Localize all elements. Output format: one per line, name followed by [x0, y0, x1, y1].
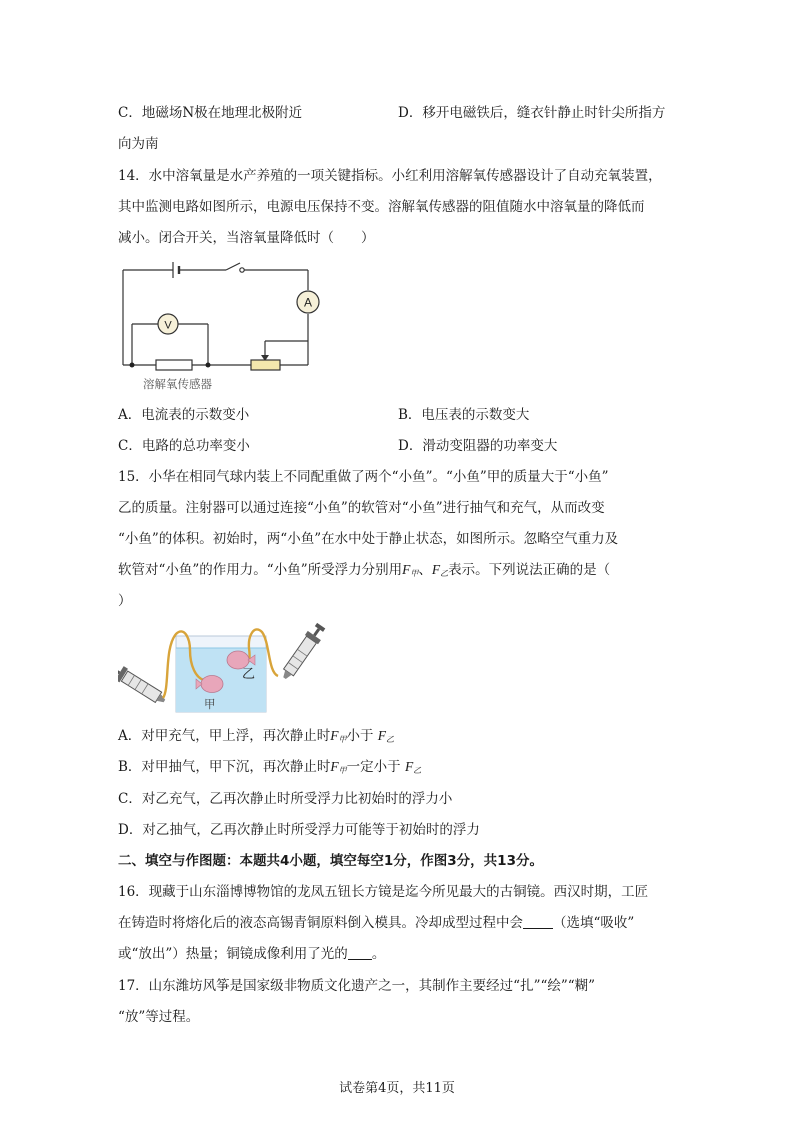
q15-line4-post: 表示。下列说法正确的是（: [448, 562, 611, 578]
sensor-caption: 溶解氧传感器: [143, 377, 212, 391]
q16-line3-pre: 或“放出”）热量；铜镜成像利用了光的: [118, 946, 348, 962]
answer-blank-1[interactable]: [523, 914, 553, 929]
junction-dot: [130, 363, 135, 368]
left-syringe: [118, 660, 169, 707]
sliding-rheostat: [251, 360, 280, 370]
subscript-yi: 乙: [413, 766, 422, 775]
q17-stem-line2: “放”等过程。: [118, 1009, 200, 1025]
q16-stem-line3: [118, 944, 385, 964]
sensor-resistor: [156, 360, 192, 370]
symbol-f: F: [330, 728, 339, 743]
option-b-mid: 一定小于: [346, 759, 401, 775]
q16-line2-pre: 在铸造时将熔化后的液态高锡青铜原料倒入模具。冷却成型过程中会: [118, 915, 523, 931]
page-footer: 试卷第4页，共11页: [339, 1081, 455, 1096]
q13-option-c: C．地磁场N极在地理北极附近: [118, 105, 303, 121]
subscript-yi: 乙: [440, 569, 449, 578]
ammeter-label: A: [303, 295, 313, 310]
symbol-f: F: [402, 562, 411, 577]
subscript-jia: 甲: [338, 766, 347, 775]
symbol-f: F: [377, 728, 387, 743]
junction-dot: [206, 363, 211, 368]
q15-option-a: [118, 726, 394, 750]
subscript-jia: 甲: [410, 569, 419, 578]
switch-contact: [240, 268, 244, 272]
q14-stem-line3: 减小。闭合开关，当溶氧量降低时（ ）: [118, 230, 375, 246]
q16-line2-post: （选填“吸收”: [553, 915, 635, 931]
switch-blade: [226, 263, 240, 270]
q15-stem-line2: 乙的质量。注射器可以通过连接“小鱼”的软管对“小鱼”进行抽气和充气，从而改变: [118, 500, 605, 516]
q15-stem-line3: “小鱼”的体积。初始时，两“小鱼”在水中处于静止状态，如图所示。忽略空气重力及: [118, 531, 619, 547]
q16-stem-line2: [118, 913, 634, 933]
answer-blank-2[interactable]: [348, 945, 372, 960]
q14-option-a: A．电流表的示数变小: [118, 407, 250, 423]
q14-circuit-diagram: [118, 258, 328, 394]
q14-stem-line2: 其中监测电路如图所示，电源电压保持不变。溶解氧传感器的阻值随水中溶氧量的降低而: [118, 199, 645, 215]
section-2-heading: 二、填空与作图题：本题共4小题，填空每空1分，作图3分，共13分。: [118, 853, 543, 869]
q17-stem-line1: 17．山东潍坊风筝是国家级非物质文化遗产之一，其制作主要经过“扎”“绘”“糊”: [118, 978, 596, 994]
q14-option-b: B．电压表的示数变大: [398, 407, 530, 423]
fish-jia-icon: [201, 676, 223, 693]
q14-stem-line1: 14．水中溶氧量是水产养殖的一项关键指标。小红利用溶解氧传感器设计了自动充氧装置，: [118, 168, 662, 184]
q16-line3-post: 。: [371, 946, 386, 962]
q15-stem-line4: [118, 560, 610, 584]
symbol-f: F: [431, 562, 441, 577]
q15-stem-line5: ）: [118, 593, 132, 609]
q15-option-c: C．对乙充气，乙再次静止时所受浮力比初始时的浮力小: [118, 791, 453, 807]
q15-fish-figure: [118, 618, 330, 718]
q14-option-d: D．滑动变阻器的功率变大: [398, 438, 558, 454]
right-syringe: [278, 621, 328, 683]
q15-stem-line1: 15．小华在相同气球内装上不同配重做了两个“小鱼”。“小鱼”甲的质量大于“小鱼”: [118, 469, 609, 485]
subscript-yi: 乙: [386, 735, 395, 744]
voltmeter-label: V: [164, 319, 172, 332]
q16-stem-line1: 16．现藏于山东淄博博物馆的龙凤五钮长方镜是迄今所见最大的古铜镜。西汉时期，工匠: [118, 884, 649, 900]
q14-option-c: C．电路的总功率变小: [118, 438, 250, 454]
q13-option-d-line1: D．移开电磁铁后，缝衣针静止时针尖所指方: [398, 105, 666, 121]
q13-option-d-line2: 向为南: [118, 136, 159, 152]
q15-line4-sep: 、: [418, 562, 432, 578]
symbol-f: F: [330, 759, 339, 774]
option-a-text: A．对甲充气，甲上浮，再次静止时: [118, 728, 331, 744]
q15-line4-pre: 软管对“小鱼”的作用力。“小鱼”所受浮力分别用: [118, 562, 403, 578]
symbol-f: F: [404, 759, 414, 774]
q15-option-d: D．对乙抽气，乙再次静止时所受浮力可能等于初始时的浮力: [118, 822, 480, 838]
option-b-text: B．对甲抽气，甲下沉，再次静止时: [118, 759, 331, 775]
q15-option-b: [118, 757, 421, 781]
fish-yi-label: 乙: [242, 667, 256, 682]
fish-jia-label: 甲: [204, 697, 216, 711]
option-a-mid: 小于: [346, 728, 374, 744]
subscript-jia: 甲: [338, 735, 347, 744]
